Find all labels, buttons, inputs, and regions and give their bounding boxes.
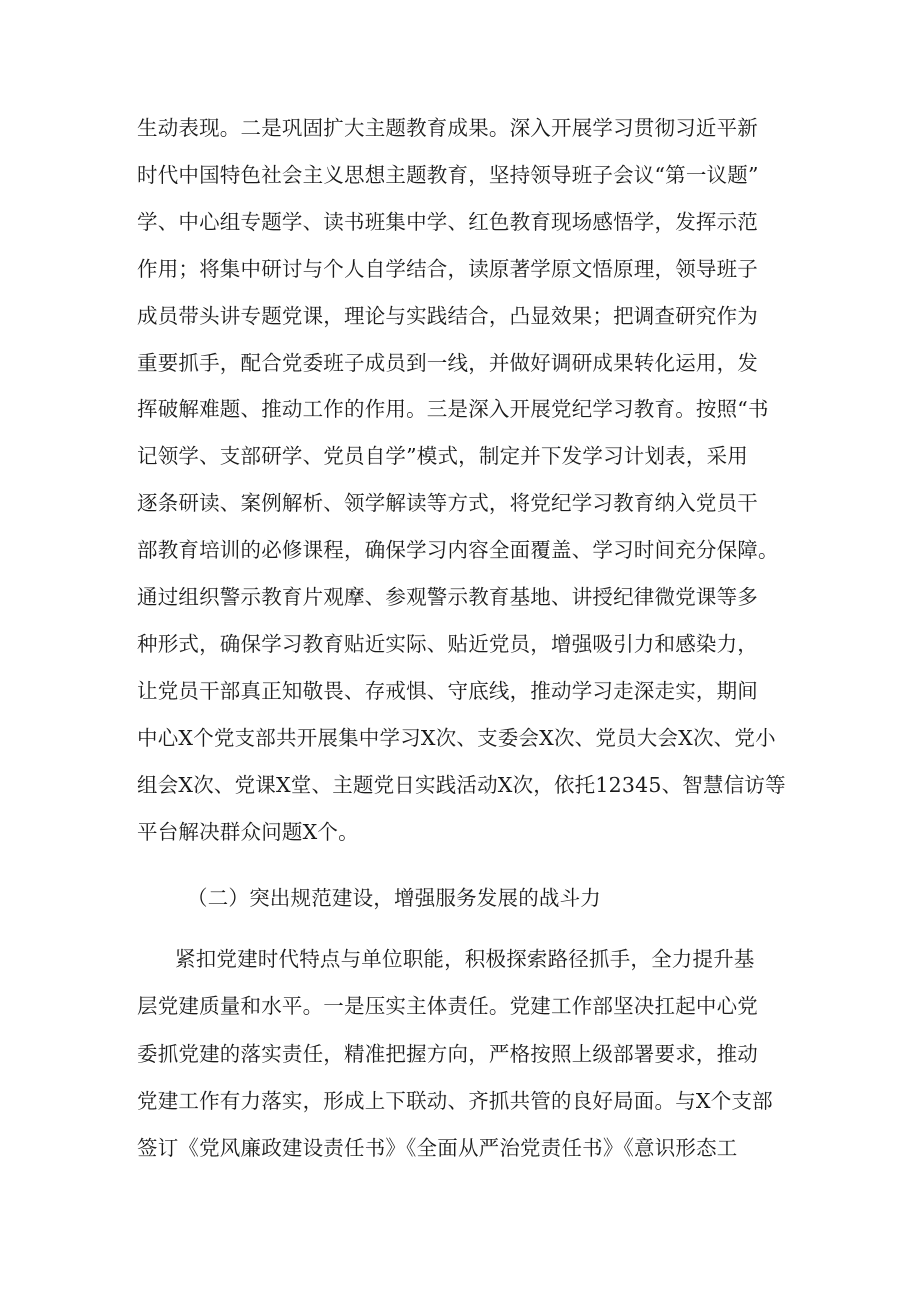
text-line: 记领学、支部研学、党员自学”模式，制定并下发学习计划表，采用 xyxy=(137,444,748,468)
text-line: 中心X个党支部共开展集中学习X次、支委会X次、党员大会X次、党小 xyxy=(137,726,776,750)
text-line: 种形式，确保学习教育贴近实际、贴近党员，增强吸引力和感染力， xyxy=(137,632,758,656)
text-line: 党建工作有力落实，形成上下联动、齐抓共管的良好局面。与X个支部 xyxy=(137,1089,773,1113)
text-line: 学、中心组专题学、读书班集中学、红色教育现场感悟学，发挥示范 xyxy=(137,210,758,234)
text-line: 生动表现。二是巩固扩大主题教育成果。深入开展学习贯彻习近平新 xyxy=(137,116,758,140)
text-line: 组会X次、党课X堂、主题党日实践活动X次，依托12345、智慧信访等 xyxy=(137,773,786,797)
text-line: 逐条研读、案例解析、领学解读等方式，将党纪学习教育纳入党员干 xyxy=(137,491,758,515)
text-line: 重要抓手，配合党委班子成员到一线，并做好调研成果转化运用，发 xyxy=(137,351,758,375)
section-heading: （二）突出规范建设，增强服务发展的战斗力 xyxy=(187,886,601,910)
text-line: 挥破解难题、推动工作的作用。三是深入开展党纪学习教育。按照“书 xyxy=(137,397,769,421)
text-line: 让党员干部真正知敬畏、存戒惧、守底线，推动学习走深走实，期间 xyxy=(137,679,758,703)
text-line: 部教育培训的必修课程，确保学习内容全面覆盖、学习时间充分保障。 xyxy=(137,538,779,562)
text-line: 紧扣党建时代特点与单位职能，积极探索路径抓手，全力提升基 xyxy=(175,947,755,971)
text-line: 时代中国特色社会主义思想主题教育，坚持领导班子会议“第一议题” xyxy=(137,163,759,187)
text-line: 作用；将集中研讨与个人自学结合，读原著学原文悟原理，领导班子 xyxy=(137,257,758,281)
text-line: 成员带头讲专题党课，理论与实践结合，凸显效果；把调查研究作为 xyxy=(137,304,758,328)
text-line: 通过组织警示教育片观摩、参观警示教育基地、讲授纪律微党课等多 xyxy=(137,585,758,609)
text-line: 平台解决群众问题X个。 xyxy=(137,820,359,844)
text-line: 层党建质量和水平。一是压实主体责任。党建工作部坚决扛起中心党 xyxy=(137,994,758,1018)
text-line: 委抓党建的落实责任，精准把握方向，严格按照上级部署要求，推动 xyxy=(137,1042,758,1066)
text-line: 签订《党风廉政建设责任书》《全面从严治党责任书》《意识形态工 xyxy=(137,1136,738,1160)
